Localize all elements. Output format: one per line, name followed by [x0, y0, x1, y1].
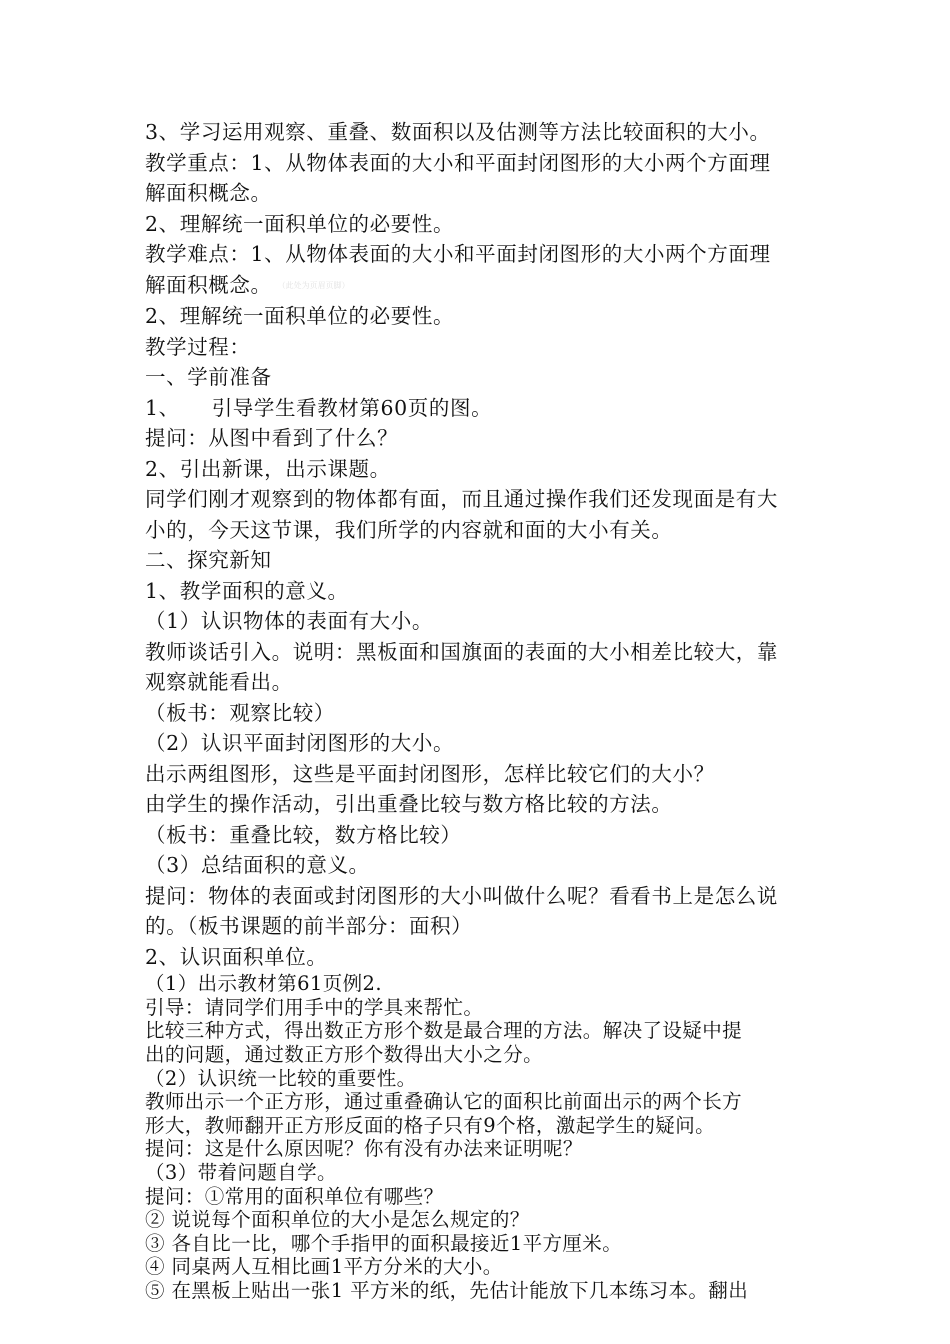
text-line: 解面积概念。 [145, 272, 272, 297]
text-line: 教学过程： [145, 334, 251, 359]
text-line-with-watermark [145, 270, 810, 302]
text-line: 形大，教师翻开正方形反面的格子只有9个格，激起学生的疑问。 [145, 1113, 716, 1137]
text-line: （2）认识平面封闭图形的大小。 [145, 731, 455, 756]
text-line: ③ 各自比一比，哪个手指甲的面积最接近1平方厘米。 [145, 1231, 623, 1255]
text-line: 提问：①常用的面积单位有哪些？ [145, 1184, 444, 1208]
document-body [145, 117, 810, 1303]
faint-watermark: （此处为页眉页脚） [281, 280, 350, 290]
text-line: （1）认识物体的表面有大小。 [145, 609, 433, 634]
text-line: 同学们刚才观察到的物体都有面，而且通过操作我们还发现面是有大 [145, 487, 778, 512]
text-line: 2、认识面积单位。 [145, 944, 328, 969]
text-line: （3）带着问题自学。 [145, 1161, 337, 1184]
text-line: 提问：物体的表面或封闭图形的大小叫做什么呢？看看书上是怎么说 [145, 883, 778, 908]
text-line: 2、理解统一面积单位的必要性。 [145, 211, 455, 236]
text-line: （板书：重叠比较，数方格比较） [145, 822, 462, 847]
text-line: 比较三种方式，得出数正方形个数是最合理的方法。解决了设疑中提 [145, 1019, 743, 1043]
text-line: （2）认识统一比较的重要性。 [145, 1066, 417, 1090]
text-line: 引导：请同学们用手中的学具来帮忙。 [145, 995, 484, 1019]
text-line: ② 说说每个面积单位的大小是怎么规定的？ [145, 1208, 530, 1232]
text-line: （3）总结面积的意义。 [145, 853, 370, 878]
text-line: ④ 同桌两人互相比画1平方分米的大小。 [145, 1255, 503, 1279]
text-line: 观察就能看出。 [145, 670, 293, 695]
text-line: 2、理解统一面积单位的必要性。 [145, 304, 455, 329]
text-line: 教师出示一个正方形，通过重叠确认它的面积比前面出示的两个长方 [145, 1090, 743, 1114]
text-line: 1、 引导学生看教材第60页的图。 [145, 395, 493, 420]
text-line: 教学难点：1、从物体表面的大小和平面封闭图形的大小两个方面理 [145, 242, 771, 266]
text-line: 的。（板书课题的前半部分：面积） [145, 914, 473, 939]
text-line: 由学生的操作活动，引出重叠比较与数方格比较的方法。 [145, 792, 673, 817]
text-line: 教师谈话引入。说明：黑板面和国旗面的表面的大小相差比较大，靠 [145, 639, 778, 664]
text-line: 1、教学面积的意义。 [145, 578, 349, 603]
text-line: 小的，今天这节课，我们所学的内容就和面的大小有关。 [145, 517, 673, 542]
text-line: ⑤ 在黑板上贴出一张1 平方米的纸，先估计能放下几本练习本。翻出 [145, 1278, 749, 1302]
text-line: 提问：这是什么原因呢？你有没有办法来证明呢？ [145, 1137, 583, 1161]
text-line: （1）出示教材第61页例2. [145, 972, 382, 996]
text-line: 二、探究新知 [145, 548, 272, 573]
text-line: 教学重点：1、从物体表面的大小和平面封闭图形的大小两个方面理 [145, 150, 771, 175]
text-line: （板书：观察比较） [145, 700, 335, 725]
text-line: 出的问题，通过数正方形个数得出大小之分。 [145, 1043, 544, 1067]
text-line: 出示两组图形，这些是平面封闭图形，怎样比较它们的大小？ [145, 761, 715, 786]
text-line: 提问：从图中看到了什么？ [145, 426, 399, 451]
text-line: 一、学前准备 [145, 365, 272, 390]
text-line: 2、引出新课，出示课题。 [145, 456, 391, 481]
text-line: 3、学习运用观察、重叠、数面积以及估测等方法比较面积的大小。 [145, 120, 771, 144]
text-line: 解面积概念。 [145, 181, 272, 205]
